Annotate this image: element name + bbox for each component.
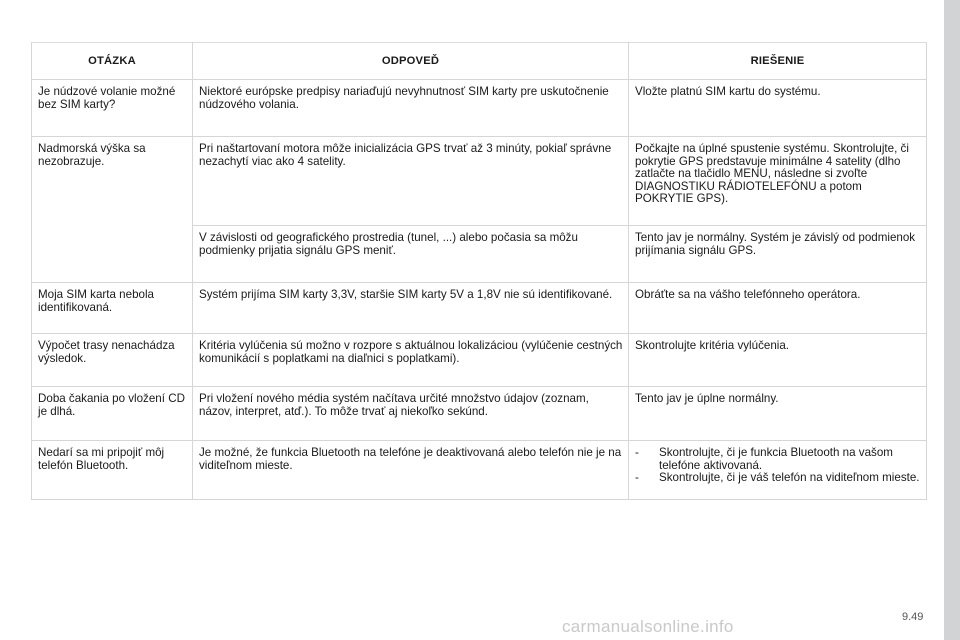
table-row [32, 387, 927, 441]
solution-list-text: Skontrolujte, či je váš telefón na viditeľnom mieste. [659, 471, 920, 485]
table-row [32, 441, 927, 500]
answer-cell: Niektoré európske predpisy nariaďujú nevyhnutnosť SIM karty pre uskutočnenie núdzového volania. [193, 80, 629, 137]
question-cell: Nadmorská výška sa nezobrazuje. [32, 137, 193, 283]
solution-cell: Skontrolujte kritéria vylúčenia. [629, 334, 927, 387]
table-row [32, 137, 927, 226]
table-row [32, 80, 927, 137]
solution-cell: Tento jav je normálny. Systém je závislý od podmienok prijímania signálu GPS. [629, 226, 927, 283]
solution-list-item [635, 447, 921, 472]
answer-cell: Je možné, že funkcia Bluetooth na telefóne je deaktivovaná alebo telefón nie je na viditeľnom mieste. [193, 441, 629, 500]
answer-cell: Systém prijíma SIM karty 3,3V, staršie SIM karty 5V a 1,8V nie sú identifikované. [193, 283, 629, 334]
solution-cell: Počkajte na úplné spustenie systému. Skontrolujte, či pokrytie GPS predstavuje minimálne 4 satelity (dlho zatlačte na tlačidlo MENU, následne si zvoľte DIAGNOSTIKU RÁDIOTELEFÓNU a potom POKRYTIE GPS). [629, 137, 927, 226]
faq-table-container [31, 42, 926, 500]
table-row [32, 283, 927, 334]
solution-cell: Vložte platnú SIM kartu do systému. [629, 80, 927, 137]
answer-cell: V závislosti od geografického prostredia (tunel, ...) alebo počasia sa môžu podmienky prijatia signálu GPS meniť. [193, 226, 629, 283]
header-question: OTÁZKA [32, 43, 193, 80]
answer-cell: Pri naštartovaní motora môže inicializácia GPS trvať až 3 minúty, pokiaľ správne nezachytí viac ako 4 satelity. [193, 137, 629, 226]
answer-cell: Pri vložení nového média systém načítava určité množstvo údajov (zoznam, názov, interpret, atď.). To môže trvať aj niekoľko sekúnd. [193, 387, 629, 441]
header-solution: RIEŠENIE [629, 43, 927, 80]
side-strip [944, 0, 960, 640]
solution-cell: Obráťte sa na vášho telefónneho operátora. [629, 283, 927, 334]
header-answer: ODPOVEĎ [193, 43, 629, 80]
bullet-dash: - [635, 446, 639, 459]
solution-list-item [635, 472, 921, 485]
answer-cell: Kritéria vylúčenia sú možno v rozpore s aktuálnou lokalizáciou (vylúčenie cestných komunikácií s poplatkami na diaľnici s poplatkami). [193, 334, 629, 387]
page-number: 9.49 [902, 611, 924, 623]
solution-list-text: Skontrolujte, či je funkcia Bluetooth na vašom telefóne aktivovaná. [659, 446, 893, 472]
question-cell: Výpočet trasy nenachádza výsledok. [32, 334, 193, 387]
bullet-dash: - [635, 471, 639, 485]
question-cell: Doba čakania po vložení CD je dlhá. [32, 387, 193, 441]
table-row [32, 334, 927, 387]
header-row [32, 43, 927, 80]
solution-cell: Tento jav je úplne normálny. [629, 387, 927, 441]
faq-table [31, 42, 927, 500]
solution-cell [629, 441, 927, 500]
watermark-text: carmanualsonline.info [562, 617, 734, 636]
question-cell: Nedarí sa mi pripojiť môj telefón Bluetooth. [32, 441, 193, 500]
question-cell: Moja SIM karta nebola identifikovaná. [32, 283, 193, 334]
question-cell: Je núdzové volanie možné bez SIM karty? [32, 80, 193, 137]
